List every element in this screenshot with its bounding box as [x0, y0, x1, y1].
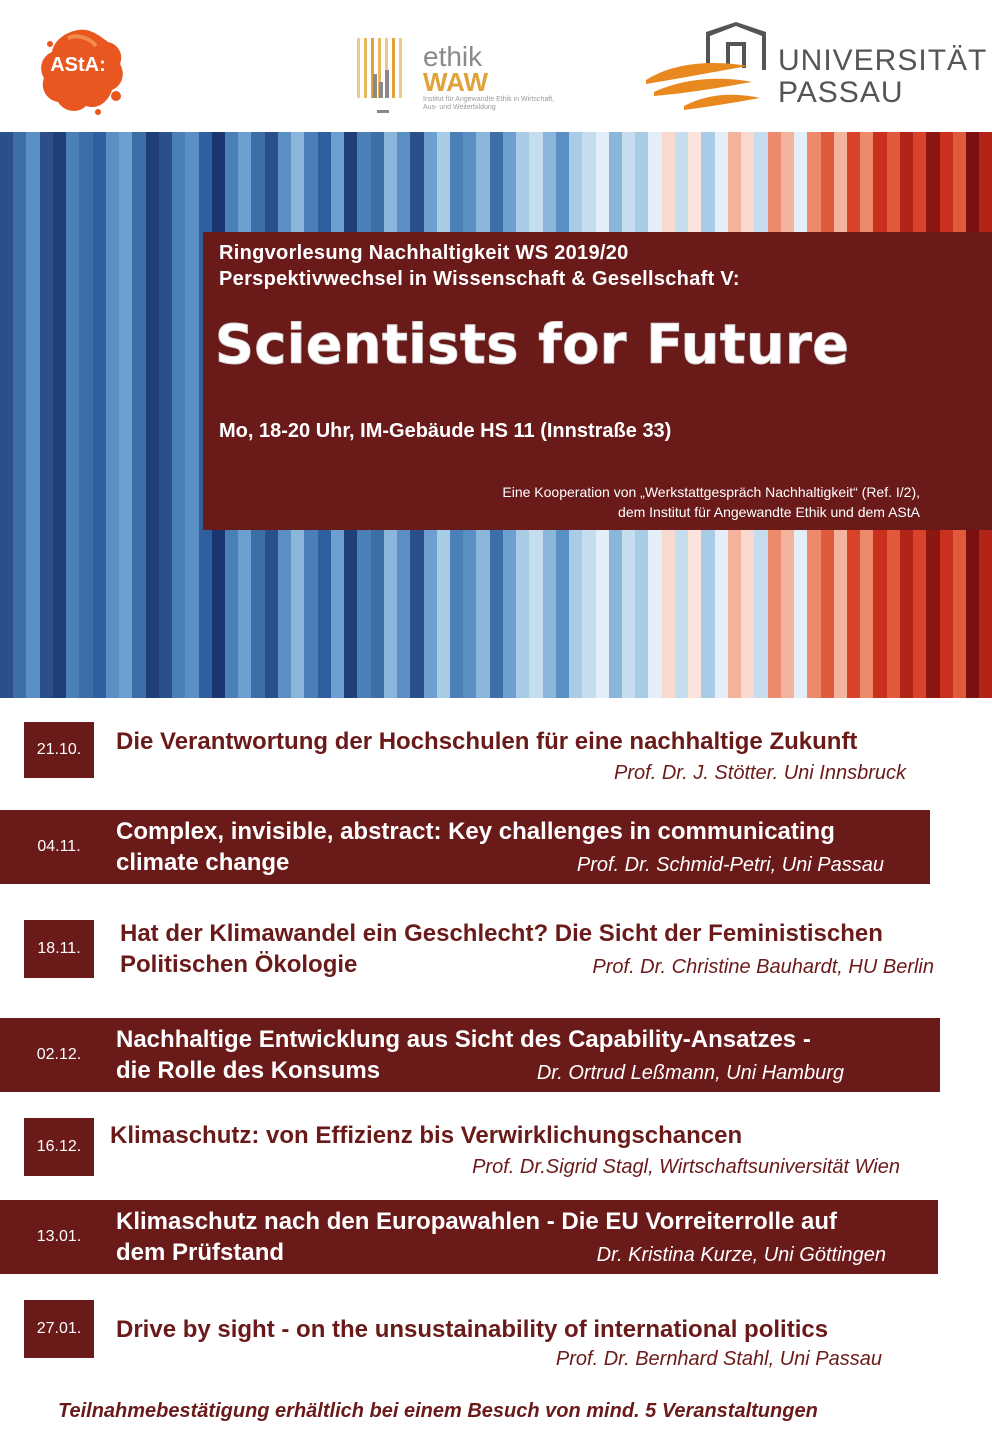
title-box: [203, 232, 992, 530]
warming-stripe: [13, 132, 26, 698]
university-passau-logo: [644, 22, 988, 114]
warming-stripe: [93, 132, 106, 698]
date-badge: 16.12.: [24, 1118, 94, 1176]
schedule-row-5: [0, 1116, 992, 1178]
ethik-logo-caption: Institut für Angewandte Ethik in Wirtschaft, Aus- und Weiterbildung: [423, 96, 555, 111]
asta-logo: [38, 26, 126, 116]
warming-stripe: [185, 132, 198, 698]
talk-title: Klimaschutz: von Effizienz bis Verwirklichungschancen: [110, 1122, 743, 1149]
university-name-line1: UNIVERSITÄT: [778, 44, 988, 77]
warming-stripe: [79, 132, 92, 698]
ethik-logo-sub: WAW: [423, 67, 488, 97]
ethik-logo-name: ethik: [423, 41, 483, 72]
date-badge: 21.10.: [24, 722, 94, 778]
talk-speaker: Prof. Dr. Christine Bauhardt, HU Berlin: [592, 956, 934, 978]
talk-speaker: Prof. Dr. Schmid-Petri, Uni Passau: [576, 854, 884, 876]
talk-title-line2: climate change: [116, 849, 290, 876]
warming-stripe: [132, 132, 145, 698]
talk-speaker: Prof. Dr. Bernhard Stahl, Uni Passau: [555, 1348, 882, 1370]
talk-title-line1: Hat der Klimawandel ein Geschlecht? Die Sicht der Feministischen: [120, 920, 883, 947]
schedule-row-4: [0, 1018, 940, 1092]
warming-stripe: [119, 132, 132, 698]
schedule-row-3: [0, 912, 992, 984]
warming-stripe: [53, 132, 66, 698]
series-title-line1: Ringvorlesung Nachhaltigkeit WS 2019/20: [219, 242, 629, 264]
talk-speaker: Dr. Ortrud Leßmann, Uni Hamburg: [536, 1062, 844, 1084]
ethik-waw-logo: [355, 34, 565, 120]
university-crest-icon: [644, 22, 778, 114]
date-badge: 04.11.: [24, 818, 94, 876]
talk-title-line1: Complex, invisible, abstract: Key challenges in communicating: [116, 818, 835, 845]
talk-title: Die Verantwortung der Hochschulen für eine nachhaltige Zukunft: [116, 728, 858, 755]
talk-title-line2: dem Prüfstand: [116, 1239, 285, 1266]
talk-speaker: Dr. Kristina Kurze, Uni Göttingen: [596, 1244, 886, 1266]
schedule-row-6: [0, 1200, 938, 1274]
attendance-note: Teilnahmebestätigung erhältlich bei einem Besuch von mind. 5 Veranstaltungen: [58, 1400, 818, 1422]
main-title: Scientists for Future: [215, 313, 850, 376]
cooperation-line1: Eine Kooperation von „Werkstattgespräch Nachhaltigkeit“ (Ref. I/2),: [502, 484, 920, 500]
date-badge: 02.12.: [24, 1026, 94, 1084]
warming-stripe: [66, 132, 79, 698]
talk-speaker: Prof. Dr.Sigrid Stagl, Wirtschaftsuniversität Wien: [472, 1156, 900, 1178]
series-title-line2: Perspektivwechsel in Wissenschaft & Gesellschaft V:: [219, 268, 740, 290]
warming-stripe: [40, 132, 53, 698]
series-title: [219, 240, 740, 292]
date-badge: 18.11.: [24, 920, 94, 978]
cooperation-line2: dem Institut für Angewandte Ethik und dem AStA: [618, 504, 920, 520]
talk-title-line2: Politischen Ökologie: [120, 951, 358, 978]
warming-stripe: [159, 132, 172, 698]
date-badge: 27.01.: [24, 1300, 94, 1358]
warming-stripe: [0, 132, 13, 698]
warming-stripe: [26, 132, 39, 698]
asta-logo-text: AStA:: [50, 54, 106, 76]
ethik-bars-icon: [355, 34, 415, 120]
time-place: Mo, 18-20 Uhr, IM-Gebäude HS 11 (Innstraße 33): [219, 420, 672, 442]
talk-title-line2: die Rolle des Konsums: [116, 1057, 381, 1084]
university-name-line2: PASSAU: [778, 76, 904, 109]
schedule-row-1: [0, 716, 992, 784]
talk-title-line1: Klimaschutz nach den Europawahlen - Die EU Vorreiterrolle auf: [116, 1208, 838, 1235]
warming-stripe: [146, 132, 159, 698]
warming-stripe: [172, 132, 185, 698]
logo-bar: [0, 0, 992, 132]
schedule-row-2: [0, 810, 930, 884]
cooperation-note: [502, 482, 920, 522]
date-badge: 13.01.: [24, 1208, 94, 1266]
schedule-row-7: [0, 1300, 992, 1374]
talk-title: Drive by sight - on the unsustainability of international politics: [116, 1316, 829, 1343]
talk-title-line1: Nachhaltige Entwicklung aus Sicht des Capability-Ansatzes -: [116, 1026, 811, 1053]
warming-stripe: [106, 132, 119, 698]
talk-speaker: Prof. Dr. J. Stötter. Uni Innsbruck: [614, 762, 906, 784]
